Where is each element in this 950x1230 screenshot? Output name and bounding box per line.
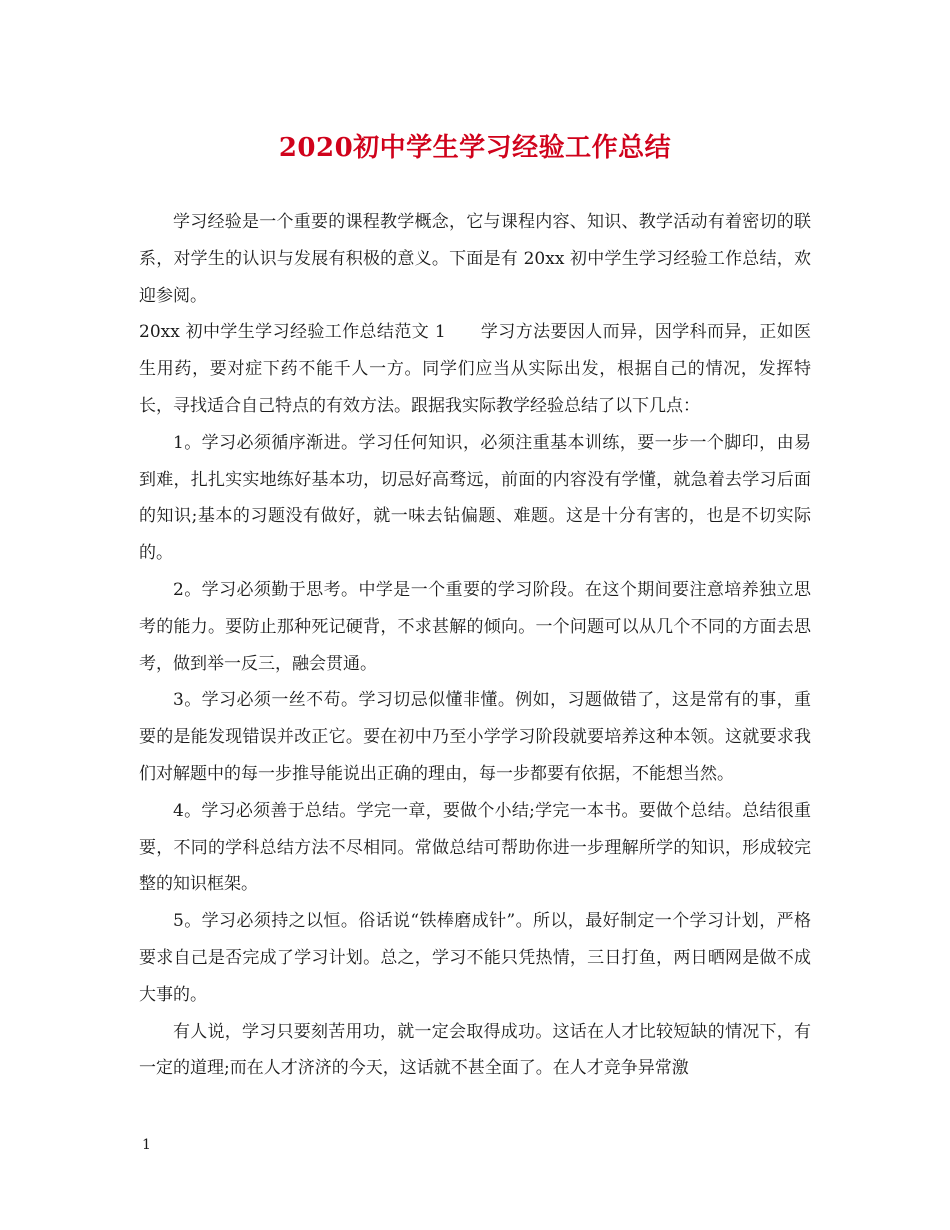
document-title: 2020初中学生学习经验工作总结 (278, 133, 672, 163)
document-body (139, 204, 811, 1087)
paragraph-point-2: 2。学习必须勤于思考。中学是一个重要的学习阶段。在这个期间要注意培养独立思考的能力。要防止那种死记硬背，不求甚解的倾向。一个问题可以从几个不同的方面去思考，做到举一反三，融会贯通。 (139, 579, 811, 674)
paragraph-intro: 学习经验是一个重要的课程教学概念，它与课程内容、知识、教学活动有着密切的联系，对学生的认识与发展有积极的意义。下面是有 20xx 初中学生学习经验工作总结，欢迎参阅。 (139, 212, 811, 306)
paragraph-point-4: 4。学习必须善于总结。学完一章，要做个小结;学完一本书。要做个总结。总结很重要，不同的学科总结方法不尽相同。常做总结可帮助你进一步理解所学的知识，形成较完整的知识框架。 (139, 800, 811, 895)
paragraph-point-1: 1。学习必须循序渐进。学习任何知识，必须注重基本训练，要一步一个脚印，由易到难，扎扎实实地练好基本功，切忌好高骛远，前面的内容没有学懂，就急着去学习后面的知识;基本的习题没有做好，就一味去钻偏题、难题。这是十分有害的，也是不切实际的。 (139, 432, 811, 564)
paragraph-closing: 有人说，学习只要刻苦用功，就一定会取得成功。这话在人才比较短缺的情况下，有一定的道理;而在人才济济的今天，这话就不甚全面了。在人才竞争异常激 (139, 1021, 811, 1079)
page-number: 1 (142, 1137, 151, 1153)
paragraph-point-5: 5。学习必须持之以恒。俗话说“铁棒磨成针”。所以，最好制定一个学习计划，严格要求自己是否完成了学习计划。总之，学习不能只凭热情，三日打鱼，两日晒网是做不成大事的。 (139, 911, 811, 1005)
paragraph-point-3: 3。学习必须一丝不苟。学习切忌似懂非懂。例如，习题做错了，这是常有的事，重要的是能发现错误并改正它。要在初中乃至小学学习阶段就要培养这种本领。这就要求我们对解题中的每一步推导能说出正确的理由，每一步都要有依据，不能想当然。 (139, 690, 811, 784)
paragraph-sample-heading: 20xx 初中学生学习经验工作总结范文 1 学习方法要因人而异，因学科而异，正如医生用药，要对症下药不能千人一方。同学们应当从实际出发，根据自己的情况，发挥特长，寻找适合自己特点的有效方法。跟据我实际教学经验总结了以下几点： (139, 322, 811, 416)
